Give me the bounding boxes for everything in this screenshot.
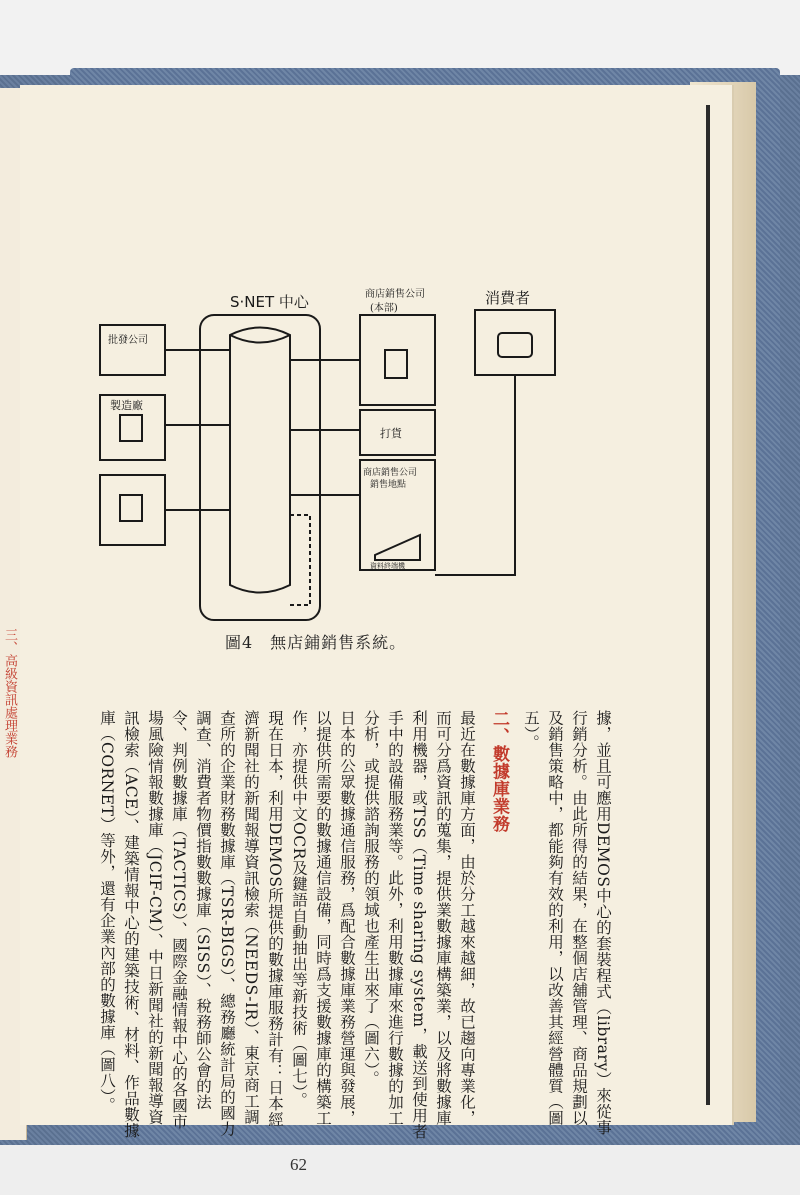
paragraph-2: 最近在數據庫方面，由於分工越來越細，故已趨向專業化，而可分爲資訊的蒐集，提供業數據庫構築業，以及將數據庫利用機器，或TSS（Time sharing system，載送到使用者手中的設備服務業等。此外，利用數據庫來進行數據的加工分析，或提供諮詢服務的領域也產生出來了（圖六）。 xyxy=(362,710,476,1140)
center-label: S·NET 中心 xyxy=(230,293,309,311)
background-bottom xyxy=(0,1145,800,1195)
cylinder-top xyxy=(230,335,290,343)
paragraph-3: 日本的公眾數據通信服務，爲配合數據庫業務營運與發展，以提供所需要的數據通信設備，同時爲支援數據庫的構築工作，亦提供中文OCR及鍵語自動抽出等新技術（圖七）。 xyxy=(290,710,356,1126)
terminal-label: 資料終端機 xyxy=(370,562,405,570)
paragraph-4: 現在日本，利用DEMOS所提供的數據庫服務計有：日本經濟新聞社的新聞報導資訊檢索（NEEDS-IR）、東京商工調查所的企業財務數據庫（TSR-BIGS）、總務廳統計局的國力調查、消費者物價指數數據庫（SISS）、稅務師公會的法令、判例數據庫（TACTICS）、國際金融情報中心的各國市場風險情報數據庫（JCIF-CM）、中日新聞社的新聞報導資訊檢索（ACE）、建築情報中心的建築技術、材料、作品數據庫（CORNET）等外，還有企業內部的數據庫（圖八）。 xyxy=(98,710,284,1139)
delivery-label: 打貨 xyxy=(380,427,402,440)
consumer-label: 消費者 xyxy=(485,289,531,307)
database-cylinder xyxy=(230,328,290,593)
hq-label-2: (本部) xyxy=(370,303,398,314)
paragraph-1: 據，並且可應用DEMOS中心的套裝程式（library）來從事行銷分析。由此所得的結果，在整個店舖管理、商品規劃以及銷售策略中，都能夠有效的利用，以改善其經營體質（圖五）。 xyxy=(522,710,612,1136)
page-edge-line xyxy=(706,105,710,1105)
section-heading: 二、數據庫業務 xyxy=(489,710,509,833)
sales-system-diagram xyxy=(80,285,580,645)
wholesaler-box xyxy=(100,325,165,375)
hq-box xyxy=(360,315,435,405)
diagram-svg xyxy=(80,285,580,645)
page-number: 62 xyxy=(290,1155,307,1174)
branch-label-2: 銷售地點 xyxy=(370,480,407,490)
consumer-box xyxy=(475,310,555,375)
body-text xyxy=(60,710,615,1140)
third-left-box xyxy=(100,475,165,545)
factory-label: 製造廠 xyxy=(110,399,143,412)
branch-label-1: 商店銷售公司 xyxy=(363,468,418,478)
figure-caption: 圖4 無店鋪銷售系統。 xyxy=(225,633,407,652)
book-page xyxy=(20,85,732,1174)
background-top xyxy=(0,0,800,75)
wholesaler-label: 批發公司 xyxy=(108,335,148,346)
hq-label-1: 商店銷售公司 xyxy=(365,289,425,300)
left-page-heading: 三、高級資訊處理業務 xyxy=(2,628,17,758)
